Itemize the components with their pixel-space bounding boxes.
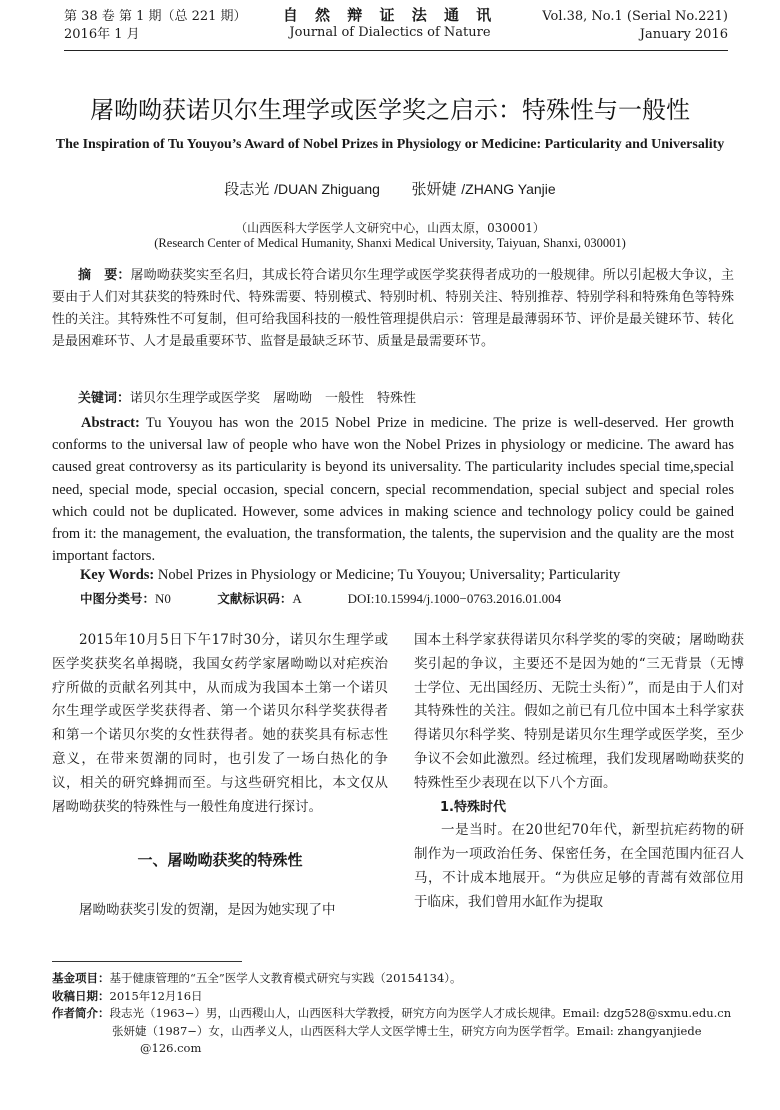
body-paragraph: 屠呦呦获奖引发的贺潮，是因为她实现了中 [79,902,336,919]
abstract-cn-text: 屠呦呦获奖实至名归，其成长符合诺贝尔生理学或医学奖获得者成功的一般规律。所以引起极大争议，主要由于人们对其获奖的特殊时代、特殊需要、特别模式、特别时机、特别关注、特别推荐、特别学科和特殊角色等特殊性的关注。其特殊性不可复制，但可给我国科技的一般性管理提供启示：管理是最薄弱环节、评价是最关键环节、转化是最困难环节、人才是最重要环节、监督是最缺乏环节、质量是最需要环节。 [52,268,734,349]
body-column-right [414,629,744,915]
fund-label: 基金项目： [52,971,110,985]
volume-issue: 第 38 卷 第 1 期（总 221 期） [64,9,247,24]
author-bio-note [52,1005,734,1023]
keywords-en-label: Key Words: [80,567,155,583]
journal-name-en: Journal of Dialectics of Nature [289,25,491,40]
body-column-left [52,629,388,923]
footnotes [52,970,734,1058]
keywords-cn [78,387,416,406]
abstract-en-text: Tu Youyou has won the 2015 Nobel Prize in medicine. The prize is well-deserved. Her growth conforms to the universal law of people who have won the Nobel Prizes in physiology or medicine. The award has caused great controversy as its particularity is beyond its universality. The particularity includes special time,special need, special mode, special occasion, special concern, special recommendation, special subject and special roles which could not be duplicated. However, some advices in making science and technology policy could be gained from it: the management, the evaluation, the transformation, the talents, the supervision and the quality are the most important factors. [52,415,734,565]
clc-label: 中图分类号： [80,591,156,606]
body-paragraph: 一是当时。在20世纪70年代，新型抗疟药物的研制作为一项政治任务、保密任务，在全国范围内征召人马，不计成本地展开。“为供应足够的青蒿有效部位用于临床，我们曾用水缸作为提取 [414,822,744,910]
volume-issue-en: Vol.38, No.1 (Serial No.221) [542,9,728,24]
header-rule [64,50,728,51]
received-date-label: 收稿日期： [52,988,110,1003]
affiliation-cn: （山西医科大学医学人文研究中心，山西太原，030001） [235,221,545,235]
affiliation-en: (Research Center of Medical Humanity, Shanxi Medical University, Taiyuan, Shanxi, 030001) [154,236,626,250]
received-date: 2015年12月16日 [109,988,203,1003]
abstract-en [52,412,734,567]
author2-name-en: /ZHANG Yanjie [461,181,556,197]
keywords-en [80,567,620,584]
author1-name-en: /DUAN Zhiguang [274,181,380,197]
abstract-cn-label: 摘 要： [78,268,131,283]
author2-bio: 张妍婕（1987−）女，山西孝义人，山西医科大学人文医学博士生，研究方向为医学哲学。Email: zhangyanjiede [112,1023,702,1038]
publication-date-en: January 2016 [639,27,728,42]
fund-text: 基于健康管理的“五全”医学人文教育模式研究与实践（20154134）。 [109,971,462,985]
author-line [0,178,780,199]
section-heading: 一、屠呦呦获奖的特殊性 [137,851,303,870]
body-paragraph: 2015年10月5日下午17时30分，诺贝尔生理学或医学奖获奖名单揭晓，我国女药学家屠呦呦以对疟疾治疗所做的贡献名列其中，从而成为我国本土第一个诺贝尔生理学或医学奖获得者、第一个诺贝尔科学奖获得者和第一个诺贝尔奖的女性获得者。她的获奖具有标志性意义，在带来贺潮的同时，也引发了一场白热化的争议，相关的研究蜂拥而至。与这些研究相比，本文仅从屠呦呦获奖的特殊性与一般性角度进行探讨。 [52,632,388,815]
doc-code-label: 文献标识码： [217,591,293,606]
author1-name-cn: 段志光 [224,180,270,198]
author1-bio: 段志光（1963−）男，山西稷山人，山西医科大学教授，研究方向为医学人才成长规律。Email: dzg528@sxmu.edu.cn [109,1006,732,1020]
header-right [542,8,728,44]
received-date-note [52,988,734,1006]
abstract-en-label: Abstract: [81,415,140,431]
body-paragraph: 国本土科学家获得诺贝尔科学奖的零的突破；屠呦呦获奖引起的争议，主要还不是因为她的“三无背景（无博士学位、无出国经历、无院士头衔）”，而是由于人们对其特殊性的关注。假如之前已有几位中国本土科学家获得诺贝尔科学奖、特别是诺贝尔生理学或医学奖，至少争议不会如此激烈。经过梳理，我们发现屠呦呦获奖的特殊性至少表现在以下八个方面。 [414,632,744,791]
doc-code-value: A [292,591,302,606]
author-bio-label: 作者简介： [52,1006,110,1020]
journal-name-cn: 自 然 辩 证 法 通 讯 [282,6,498,24]
classification-line [80,589,561,607]
doi: DOI:10.15994/j.1000−0763.2016.01.004 [347,591,562,606]
article-title-cn: 屠呦呦获诺贝尔生理学或医学奖之启示：特殊性与一般性 [90,96,690,124]
author2-name-cn: 张妍婕 [411,180,457,198]
author2-bio-cont: @126.com [140,1041,202,1055]
keywords-cn-label: 关键词： [78,391,131,406]
publication-date: 2016年 1 月 [64,27,140,42]
keywords-en-text: Nobel Prizes in Physiology or Medicine; Tu Youyou; Universality; Particularity [154,567,621,583]
fund-note [52,970,734,988]
abstract-cn [52,265,734,353]
keywords-cn-text: 诺贝尔生理学或医学奖 屠呦呦 一般性 特殊性 [130,391,417,406]
subsection-heading: 1.特殊时代 [440,799,506,815]
clc-value: N0 [155,591,171,606]
article-title-en: The Inspiration of Tu Youyou’s Award of Nobel Prizes in Physiology or Medicine: Particularity and Universality [55,137,725,152]
footnote-rule [52,961,242,962]
